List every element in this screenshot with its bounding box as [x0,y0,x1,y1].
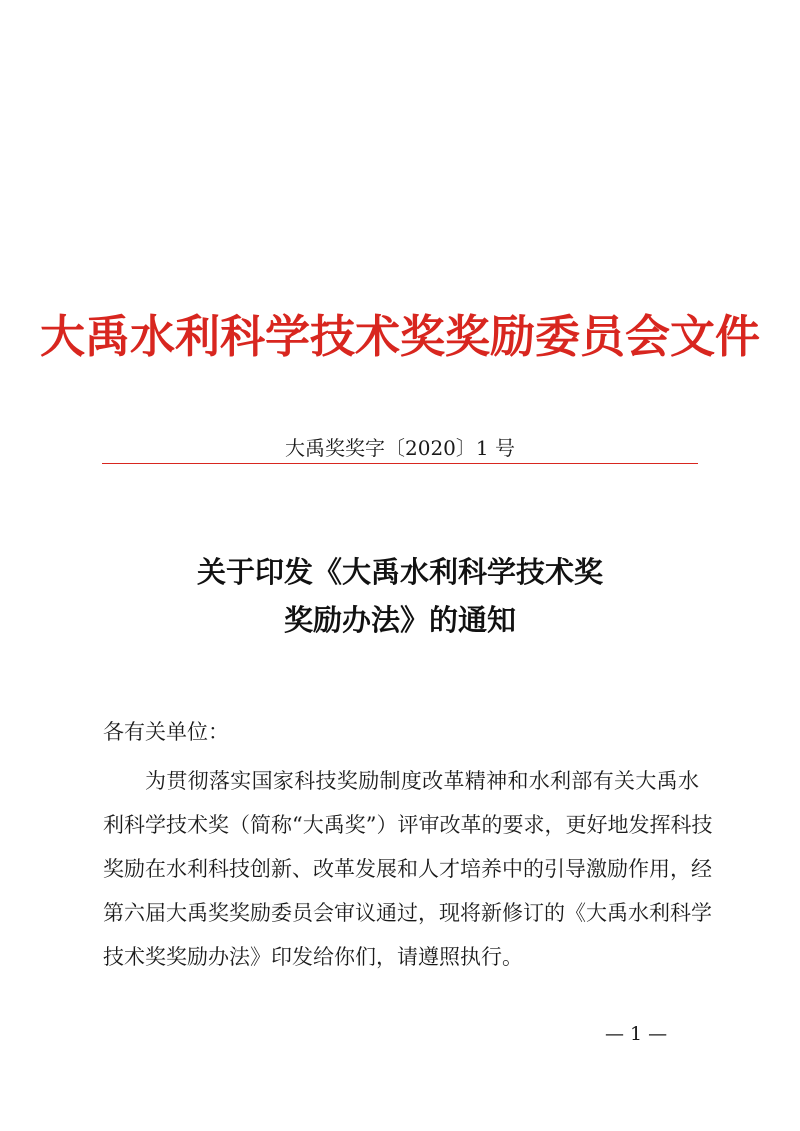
red-divider-line [102,463,698,464]
document-number: 大禹奖奖字〔2020〕1 号 [285,436,515,460]
body-line: 奖励在水利科技创新、改革发展和人才培养中的引导激励作用，经 [103,857,712,881]
notice-title-line-1: 关于印发《大禹水利科学技术奖 [196,555,603,589]
body-line: 利科学技术奖（简称“大禹奖”）评审改革的要求，更好地发挥科技 [103,813,713,837]
body-line: 技术奖奖励办法》印发给你们，请遵照执行。 [103,945,523,969]
notice-title [0,548,800,644]
page-number: — 1 — [605,1023,668,1045]
body-line: 第六届大禹奖奖励委员会审议通过，现将新修订的《大禹水利科学 [103,901,712,925]
issuer-title: 大禹水利科学技术奖奖励委员会文件 [39,310,760,363]
body-line: 为贯彻落实国家科技奖励制度改革精神和水利部有关大禹水 [145,769,699,793]
notice-title-line-2: 奖励办法》的通知 [283,603,516,637]
body-paragraph [103,759,713,979]
recipient-salutation: 各有关单位： [103,720,229,744]
